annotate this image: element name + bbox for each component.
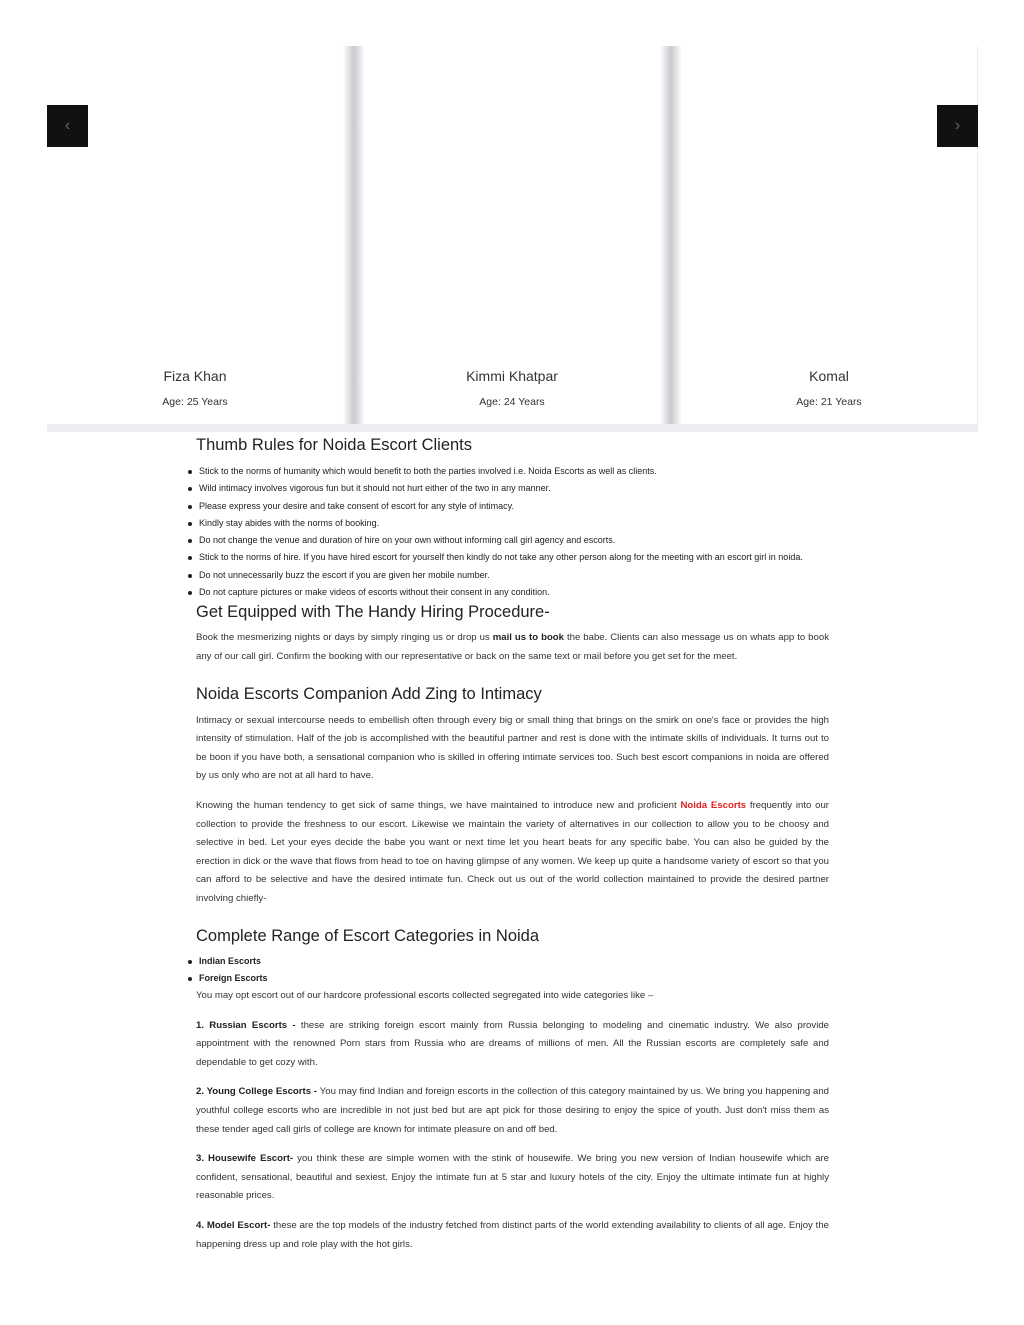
- list-item: Stick to the norms of humanity which would benefit to both the parties involved i.e. Noida Escorts as well as clients.: [196, 463, 829, 480]
- category-entry-text: these are striking foreign escort mainly from Russia belonging to modeling and cinematic industry. We also provide appointment with the renowned Porn stars from Russia who are dreams of millions of men. All the Russian escorts are completely safe and dependable to get cozy with.: [196, 1019, 829, 1068]
- profile-name[interactable]: Komal: [809, 368, 849, 384]
- categories-heading: Complete Range of Escort Categories in Noida: [196, 926, 540, 945]
- list-item: Please express your desire and take consent of escort for any style of intimacy.: [196, 498, 829, 515]
- carousel-prev-button[interactable]: [47, 105, 88, 147]
- category-entry-heading: 3. Housewife Escort-: [196, 1153, 298, 1165]
- rules-list: [196, 463, 829, 601]
- categories-intro: You may opt escort out of our hardcore professional escorts collected segregated into wide categories like –: [196, 990, 654, 1002]
- category-entry-heading: 2. Young College Escorts -: [196, 1086, 320, 1098]
- profile-age: Age: 24 Years: [479, 396, 545, 408]
- category-entry: [196, 1017, 829, 1073]
- category-entry: [196, 1217, 829, 1254]
- categories-list: [196, 953, 829, 988]
- chevron-left-icon: ‹: [64, 117, 71, 134]
- paragraph-text: frequently into our collection to provide the freshness to our escort. Likewise we maintain the variety of alternatives in our collection to allow you to be choosy and selective in bed. Let your eyes decide the babe you want or next time let you heart beats for any specific babe. You can also be guided by the erection in dick or the wave that flows from head to toe on having glimpse of any women. We keep up quite a handsome variety of escort so that you can afford to be selective and have the desired intimate fun. Check out us out of the world collection maintained to provide the desired partner involving chiefly-: [196, 799, 830, 904]
- profile-photo[interactable]: [681, 46, 977, 356]
- hiring-heading: Get Equipped with The Handy Hiring Procedure-: [196, 603, 550, 622]
- carousel-next-button[interactable]: [937, 105, 978, 147]
- card-divider: [660, 46, 682, 424]
- list-item: [196, 970, 829, 987]
- card-divider: [343, 46, 365, 424]
- list-item: [196, 953, 829, 970]
- list-item: Wild intimacy involves vigorous fun but it should not hurt either of the two in any manner.: [196, 480, 829, 497]
- profile-card[interactable]: [364, 46, 660, 424]
- category-entry-text: these are the top models of the industry fetched from distinct parts of the world extending availability to clients of all age. Enjoy the happening dress up and role play with the hot girls.: [196, 1220, 829, 1250]
- category-entry-text: you think these are simple women with the stink of housewife. We bring you new version of Indian housewife which are confident, sensational, beautiful and sexiest. Enjoy the intimate fun at 5 star and luxury hotels of the city. Enjoy the ultimate intimate fun at highly reasonable prices.: [196, 1153, 830, 1202]
- companion-paragraph: Intimacy or sexual intercourse needs to embellish often through every big or small thing that brings on the smirk on one's face or provides the high intensity of stimulation. Half of the job is accomplished with the beautiful partner and rest is done with the intimate skills of individuals. It turns out to be boon if you have both, a sensational companion who is skilled in offering intimate services too. Such best escort companions in noida are offered by us only who are not at all hard to have.: [196, 714, 829, 782]
- rules-heading: Thumb Rules for Noida Escort Clients: [196, 436, 473, 454]
- profile-carousel: [47, 46, 978, 432]
- category-entry: [196, 1150, 829, 1206]
- list-item: Kindly stay abides with the norms of booking.: [196, 515, 829, 532]
- category-entry-heading: 1. Russian Escorts -: [196, 1019, 301, 1031]
- profile-photo[interactable]: [364, 46, 660, 356]
- noida-escorts-link[interactable]: Noida Escorts: [680, 799, 747, 811]
- profile-photo[interactable]: [47, 46, 343, 356]
- mail-booking-text: mail us to book: [492, 632, 564, 644]
- hiring-paragraph: [196, 629, 829, 666]
- category-entry-heading: 4. Model Escort-: [196, 1220, 274, 1232]
- profile-card[interactable]: [47, 46, 343, 424]
- category-label: Foreign Escorts: [199, 972, 268, 983]
- list-item: Do not capture pictures or make videos of escorts without their consent in any condition.: [196, 584, 829, 601]
- profile-name[interactable]: Fiza Khan: [163, 368, 227, 384]
- companion-paragraph-2: [196, 797, 829, 909]
- profile-name[interactable]: Kimmi Khatpar: [466, 368, 558, 384]
- paragraph-text: Knowing the human tendency to get sick of same things, we have maintained to introduce new and proficient: [196, 799, 681, 811]
- list-item: Do not change the venue and duration of hire on your own without informing call girl agency and escorts.: [196, 532, 829, 549]
- profile-card[interactable]: [681, 46, 977, 424]
- main-content: [196, 432, 829, 1254]
- list-item: Do not unnecessarily buzz the escort if you are given her mobile number.: [196, 567, 829, 584]
- paragraph-text: Book the mesmerizing nights or days by simply ringing us or drop us: [196, 632, 493, 644]
- paragraph-text: the babe. Clients can also message us on whats app to book any of our call girl. Confirm the booking with our representative or back on the same text or mail before you get set for the meet.: [196, 632, 829, 662]
- profile-age: Age: 25 Years: [162, 396, 228, 408]
- chevron-right-icon: ›: [954, 117, 961, 134]
- category-entry: [196, 1083, 829, 1139]
- list-item: Stick to the norms of hire. If you have hired escort for yourself then kindly do not take any other person along for the meeting with an escort girl in noida.: [196, 549, 829, 566]
- companion-heading: Noida Escorts Companion Add Zing to Intimacy: [196, 684, 542, 703]
- category-label: Indian Escorts: [199, 955, 262, 966]
- category-entry-text: You may find Indian and foreign escorts in the collection of this category maintained by us. We bring you happening and youthful college escorts who are incredible in not just bed but are apt pick for those desiring to enjoy the spice of youth. Just don't miss them as these tender aged call girls of college are known for intimate pleasure on and off bed.: [196, 1086, 829, 1135]
- profile-age: Age: 21 Years: [796, 396, 862, 408]
